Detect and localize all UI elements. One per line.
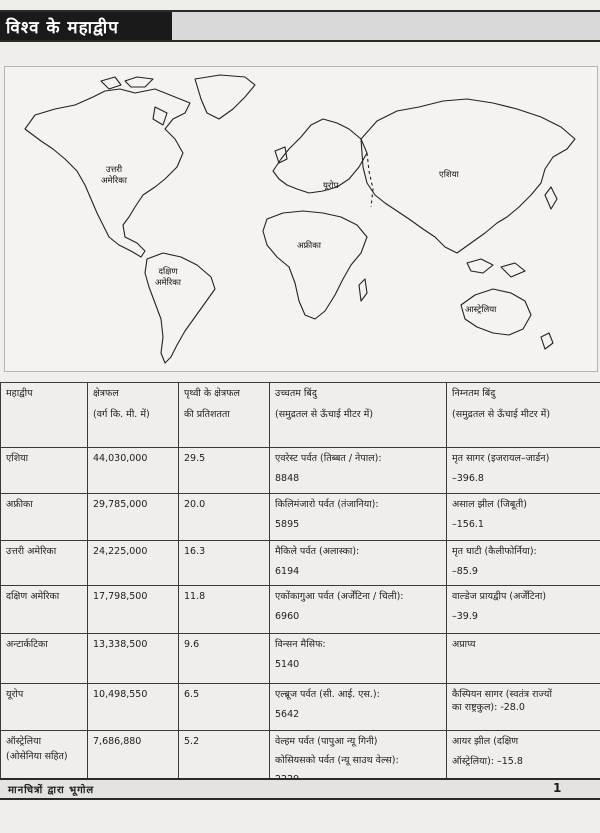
table-row [1, 634, 600, 684]
cell-lowest: मृत सागर (इजरायल–जार्डन) –396.8 [447, 448, 600, 494]
europe-asia-boundary [367, 153, 373, 207]
greenland-outline [195, 75, 255, 119]
cell-percent: 20.0 [179, 494, 270, 541]
cell-continent: अफ्रीका [1, 494, 88, 541]
cell-percent: 9.6 [179, 634, 270, 684]
cell-lowest: कैस्पियन सागर (स्वतंत्र राज्यों का राष्ट्रकुल): -28.0 [447, 684, 600, 731]
world-map [4, 66, 598, 372]
cell-continent: उत्तरी अमेरिका [1, 541, 88, 586]
cell-continent: दक्षिण अमेरिका [1, 586, 88, 634]
cell-continent: एशिया [1, 448, 88, 494]
cell-highest: एल्ब्रूज पर्वत (सी. आई. एस.): 5642 [270, 684, 447, 731]
header-lowest: निम्नतम बिंदु (समुद्रतल से ऊँचाई मीटर में) [447, 383, 600, 448]
cell-lowest: वाल्डेज प्रायद्वीप (अर्जेंटिना) –39.9 [447, 586, 600, 634]
table-row [1, 494, 600, 541]
asia-outline [361, 99, 575, 253]
header-continent: महाद्वीप [1, 383, 88, 448]
cell-percent: 29.5 [179, 448, 270, 494]
table-row [1, 541, 600, 586]
cell-area: 10,498,550 [88, 684, 179, 731]
cell-lowest: असाल झील (जिबूती) –156.1 [447, 494, 600, 541]
cell-lowest: आयर झील (दक्षिण ऑस्ट्रेलिया): –15.8 [447, 731, 600, 796]
page-header [0, 10, 600, 42]
cell-lowest: अप्राप्य [447, 634, 600, 684]
page-title: विश्व के महाद्वीप [6, 18, 119, 38]
cell-continent: यूरोप [1, 684, 88, 731]
cell-percent: 16.3 [179, 541, 270, 586]
continents-table [0, 382, 600, 796]
africa-outline [263, 211, 367, 319]
cell-area: 29,785,000 [88, 494, 179, 541]
cell-highest: मैकिले पर्वत (अलास्का): 6194 [270, 541, 447, 586]
cell-highest: एवरेस्ट पर्वत (तिब्बत / नेपाल): 8848 [270, 448, 447, 494]
cell-lowest: मृत घाटी (कैलीफोर्निया): –85.9 [447, 541, 600, 586]
cell-continent: अन्टार्कटिका [1, 634, 88, 684]
cell-highest: विन्सन मैसिफ: 5140 [270, 634, 447, 684]
label-asia: एशिया [439, 170, 459, 180]
label-north-america: उत्तरी अमेरिका [101, 165, 127, 186]
cell-percent: 11.8 [179, 586, 270, 634]
label-south-america: दक्षिण अमेरिका [155, 267, 181, 288]
cell-highest: किलिमंजारो पर्वत (तंजानिया): 5895 [270, 494, 447, 541]
header-area: क्षेत्रफल (वर्ग कि. मी. में) [88, 383, 179, 448]
cell-highest: वेल्हम पर्वत (पापुआ न्यू गिनी) कोसियसको पर्वत (न्यू साउथ वेल्स): [270, 731, 447, 796]
cell-percent: 5.2 [179, 731, 270, 796]
cell-area: 44,030,000 [88, 448, 179, 494]
cell-area: 13,338,500 [88, 634, 179, 684]
cell-percent: 6.5 [179, 684, 270, 731]
page-number: 1 [553, 781, 562, 795]
page-footer [0, 778, 600, 800]
europe-outline [273, 119, 367, 193]
table-row [1, 586, 600, 634]
footer-book-title: मानचित्रों द्वारा भूगोल [8, 785, 95, 796]
header-highest: उच्चतम बिंदु (समुद्रतल से ऊँचाई मीटर में) [270, 383, 447, 448]
title-box [0, 12, 172, 40]
label-europe: यूरोप [323, 181, 339, 191]
cell-highest: एकोंकागुआ पर्वत (अर्जेंटिना / चिली): 6960 [270, 586, 447, 634]
cell-continent: ऑस्ट्रेलिया (ओसेनिया सहित) [1, 731, 88, 796]
cell-area: 17,798,500 [88, 586, 179, 634]
cell-area: 7,686,880 [88, 731, 179, 796]
header-percent: पृथ्वी के क्षेत्रफल की प्रतिशतता [179, 383, 270, 448]
label-australia: आस्ट्रेलिया [465, 305, 497, 315]
label-africa: अफ्रीका [297, 241, 321, 251]
table-row [1, 448, 600, 494]
table-row [1, 684, 600, 731]
cell-area: 24,225,000 [88, 541, 179, 586]
table-header-row [1, 383, 600, 448]
world-outline-map [5, 67, 597, 371]
